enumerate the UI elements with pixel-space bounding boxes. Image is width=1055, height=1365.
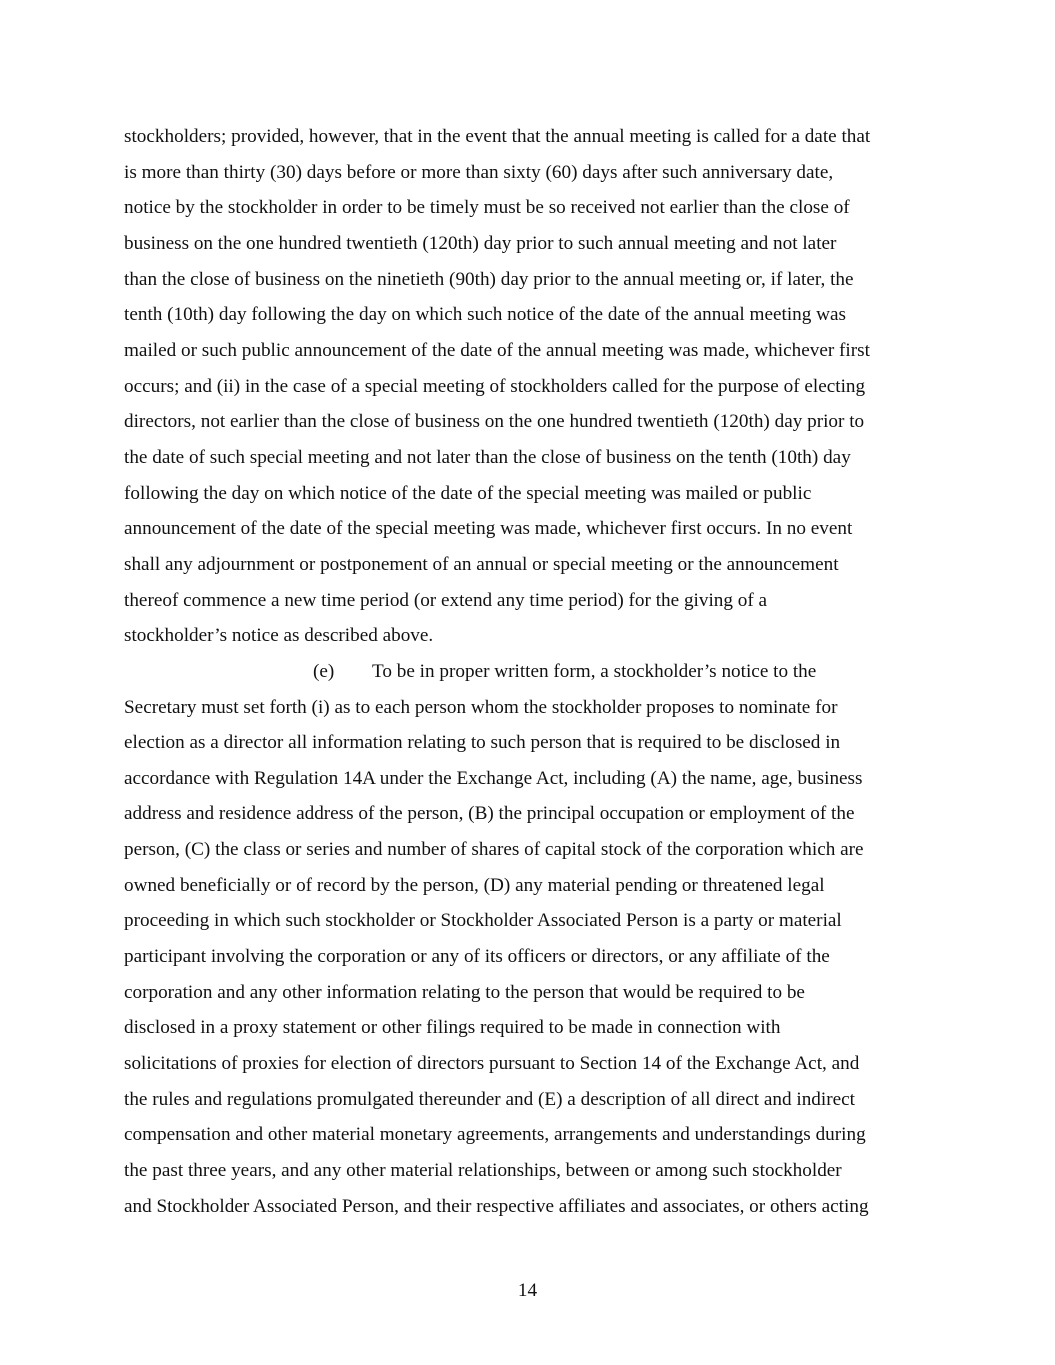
text-line: and Stockholder Associated Person, and their respective affiliates and associates, or others acting — [124, 1195, 869, 1217]
text-line: person, (C) the class or series and number of shares of capital stock of the corporation which are — [124, 839, 864, 861]
text-line: mailed or such public announcement of the date of the annual meeting was made, whichever first — [124, 339, 870, 361]
text-line: participant involving the corporation or any of its officers or directors, or any affiliate of the — [124, 946, 830, 968]
text-line: notice by the stockholder in order to be timely must be so received not earlier than the close of — [124, 197, 850, 219]
text-line: proceeding in which such stockholder or Stockholder Associated Person is a party or material — [124, 910, 842, 932]
text-line: owned beneficially or of record by the person, (D) any material pending or threatened legal — [124, 874, 825, 896]
text-line: business on the one hundred twentieth (120th) day prior to such annual meeting and not later — [124, 232, 837, 254]
text-line: the date of such special meeting and not later than the close of business on the tenth (10th) day — [124, 446, 851, 468]
paragraph-e — [124, 690, 944, 1225]
paragraph-e-lead-text: To be in proper written form, a stockholder’s notice to the — [372, 660, 817, 682]
text-line: the rules and regulations promulgated thereunder and (E) a description of all direct and indirect — [124, 1088, 855, 1110]
document-body — [124, 119, 944, 1224]
text-line: than the close of business on the ninetieth (90th) day prior to the annual meeting or, if later, the — [124, 268, 854, 290]
text-line: announcement of the date of the special meeting was made, whichever first occurs. In no event — [124, 518, 853, 540]
text-line: the past three years, and any other material relationships, between or among such stockholder — [124, 1160, 842, 1182]
text-line: directors, not earlier than the close of business on the one hundred twentieth (120th) day prior to — [124, 411, 865, 433]
text-line: disclosed in a proxy statement or other filings required to be made in connection with — [124, 1017, 781, 1039]
text-line: following the day on which notice of the date of the special meeting was mailed or public — [124, 482, 812, 504]
text-line: address and residence address of the person, (B) the principal occupation or employment of the — [124, 803, 855, 825]
paragraph-e-first-line — [124, 654, 944, 690]
page-number: 14 — [517, 1280, 538, 1301]
text-line: occurs; and (ii) in the case of a special meeting of stockholders called for the purpose of electing — [124, 375, 866, 397]
text-line: tenth (10th) day following the day on which such notice of the date of the annual meeting was — [124, 304, 846, 326]
text-line: stockholders; provided, however, that in the event that the annual meeting is called for a date that — [124, 126, 871, 147]
text-line: stockholder’s notice as described above. — [124, 625, 434, 647]
text-line: election as a director all information relating to such person that is required to be disclosed in — [124, 732, 841, 754]
text-line: solicitations of proxies for election of directors pursuant to Section 14 of the Exchange Act, and — [124, 1053, 860, 1075]
text-line: corporation and any other information relating to the person that would be required to be — [124, 981, 805, 1003]
paragraph-continuation — [124, 119, 944, 654]
text-line: Secretary must set forth (i) as to each person whom the stockholder proposes to nominate for — [124, 696, 838, 718]
text-line: compensation and other material monetary agreements, arrangements and understandings during — [124, 1124, 866, 1146]
text-line: shall any adjournment or postponement of an annual or special meeting or the announcement — [124, 553, 839, 575]
text-line: is more than thirty (30) days before or more than sixty (60) days after such anniversary date, — [124, 161, 834, 183]
text-line: thereof commence a new time period (or extend any time period) for the giving of a — [124, 589, 768, 611]
paragraph-number: (e) — [313, 660, 335, 682]
text-line: accordance with Regulation 14A under the Exchange Act, including (A) the name, age, business — [124, 767, 863, 789]
